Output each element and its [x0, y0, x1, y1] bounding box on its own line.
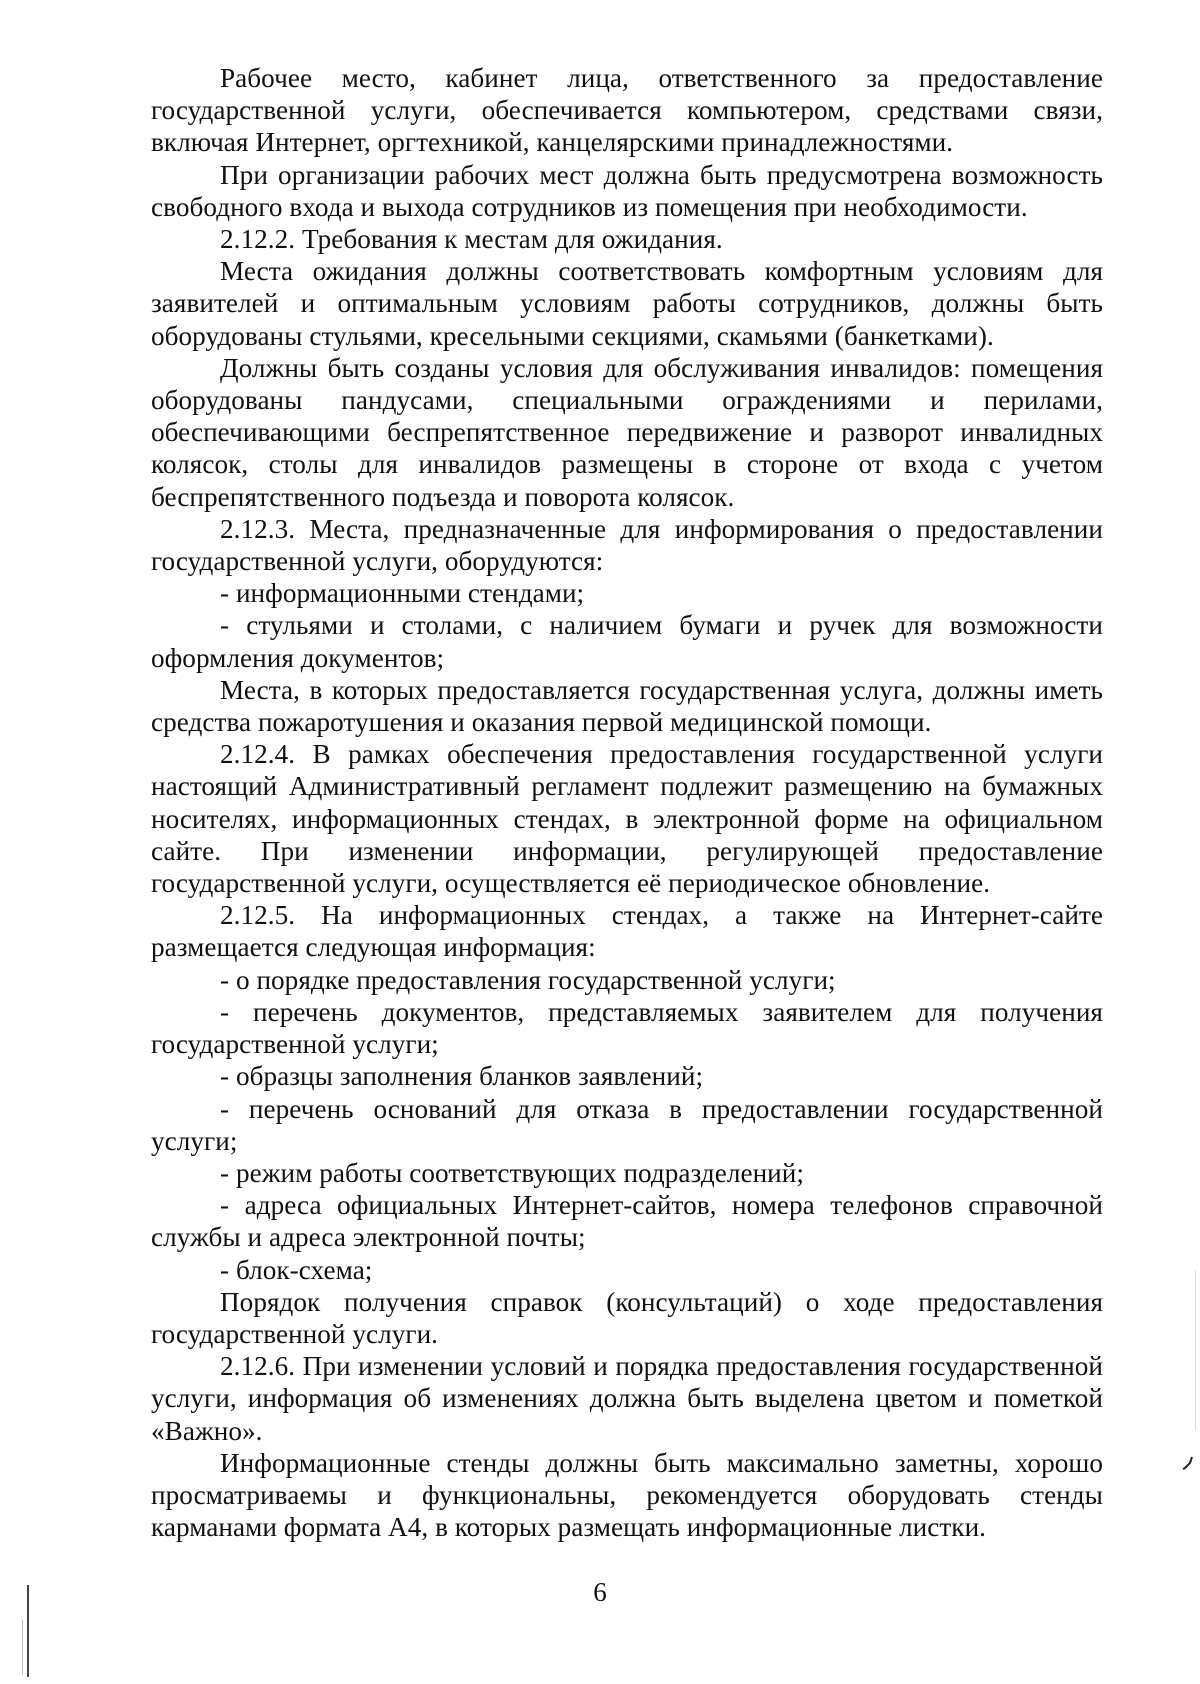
list-item: - перечень оснований для отказа в предоставлении государственной услуги;	[151, 1093, 1103, 1156]
list-item: - адреса официальных Интернет-сайтов, номера телефонов справочной службы и адреса электронной почты;	[151, 1190, 1103, 1253]
paragraph-info-stands: Информационные стенды должны быть максимально заметны, хорошо просматриваемы и функциональны, рекомендуется оборудовать стенды карманами формата А4, в которых размещать информационные листки.	[151, 1447, 1103, 1543]
list-item: - образцы заполнения бланков заявлений;	[220, 1061, 704, 1092]
section-2-12-3: 2.12.3. Места, предназначенные для информирования о предоставлении государственной услуги, оборудуются:	[151, 513, 1103, 577]
paragraph-disabled-access: Должны быть созданы условия для обслуживания инвалидов: помещения оборудованы пандусами, специальными ограждениями и перилами, обеспечивающими беспрепятственное передвижение и разворот инвалидных колясок, столы для инвалидов размещены в стороне от входа с учетом беспрепятственного подъезда и поворота колясок.	[151, 352, 1103, 512]
scan-artifact-mark	[1182, 1456, 1194, 1470]
scan-artifact-line	[22, 1620, 23, 1675]
list-item: - перечень документов, представляемых заявителем для получения государственной услуги;	[151, 996, 1103, 1060]
section-2-12-4: 2.12.4. В рамках обеспечения предоставления государственной услуги настоящий Административный регламент подлежит размещению на бумажных носителях, информационных стендах, в электронной форме на официальном сайте. При изменении информации, регулирующей предоставление государственной услуги, осуществляется её периодическое обновление.	[151, 739, 1103, 899]
list-item: - стульями и столами, с наличием бумаги и ручек для возможности оформления документов;	[151, 610, 1103, 673]
list-item: - блок-схема;	[220, 1254, 373, 1285]
paragraph-consultation-order: Порядок получения справок (консультаций) о ходе предоставления государственной услуги.	[151, 1286, 1103, 1349]
paragraph-workplace: Рабочее место, кабинет лица, ответственного за предоставление государственной услуги, обеспечивается компьютером, средствами связи, включая Интернет, оргтехникой, канцелярскими принадлежностями.	[151, 63, 1103, 158]
scan-artifact-edge	[1195, 1270, 1196, 1430]
list-item: - информационными стендами;	[220, 578, 585, 609]
page-number: 6	[593, 1577, 607, 1607]
section-heading-2-12-2: 2.12.2. Требования к местам для ожидания.	[220, 224, 723, 255]
section-2-12-6: 2.12.6. При изменении условий и порядка предоставления государственной услуги, информация об изменениях должна быть выделена цветом и пометкой «Важно».	[151, 1351, 1103, 1446]
list-item: - режим работы соответствующих подразделений;	[220, 1157, 804, 1188]
paragraph-fire-safety: Места, в которых предоставляется государственная услуга, должны иметь средства пожаротушения и оказания первой медицинской помощи.	[151, 674, 1103, 738]
paragraph-workplace-access: При организации рабочих мест должна быть предусмотрена возможность свободного входа и выхода сотрудников из помещения при необходимости.	[151, 159, 1103, 222]
list-item: - о порядке предоставления государственной услуги;	[220, 964, 836, 995]
scan-artifact-line	[27, 1585, 29, 1677]
document-body	[151, 62, 1103, 1543]
paragraph-waiting-places: Места ожидания должны соответствовать комфортным условиям для заявителей и оптимальным условиям работы сотрудников, должны быть оборудованы стульями, кресельными секциями, скамьями (банкетками).	[151, 256, 1103, 351]
section-2-12-5: 2.12.5. На информационных стендах, а также на Интернет-сайте размещается следующая информация:	[151, 900, 1103, 963]
